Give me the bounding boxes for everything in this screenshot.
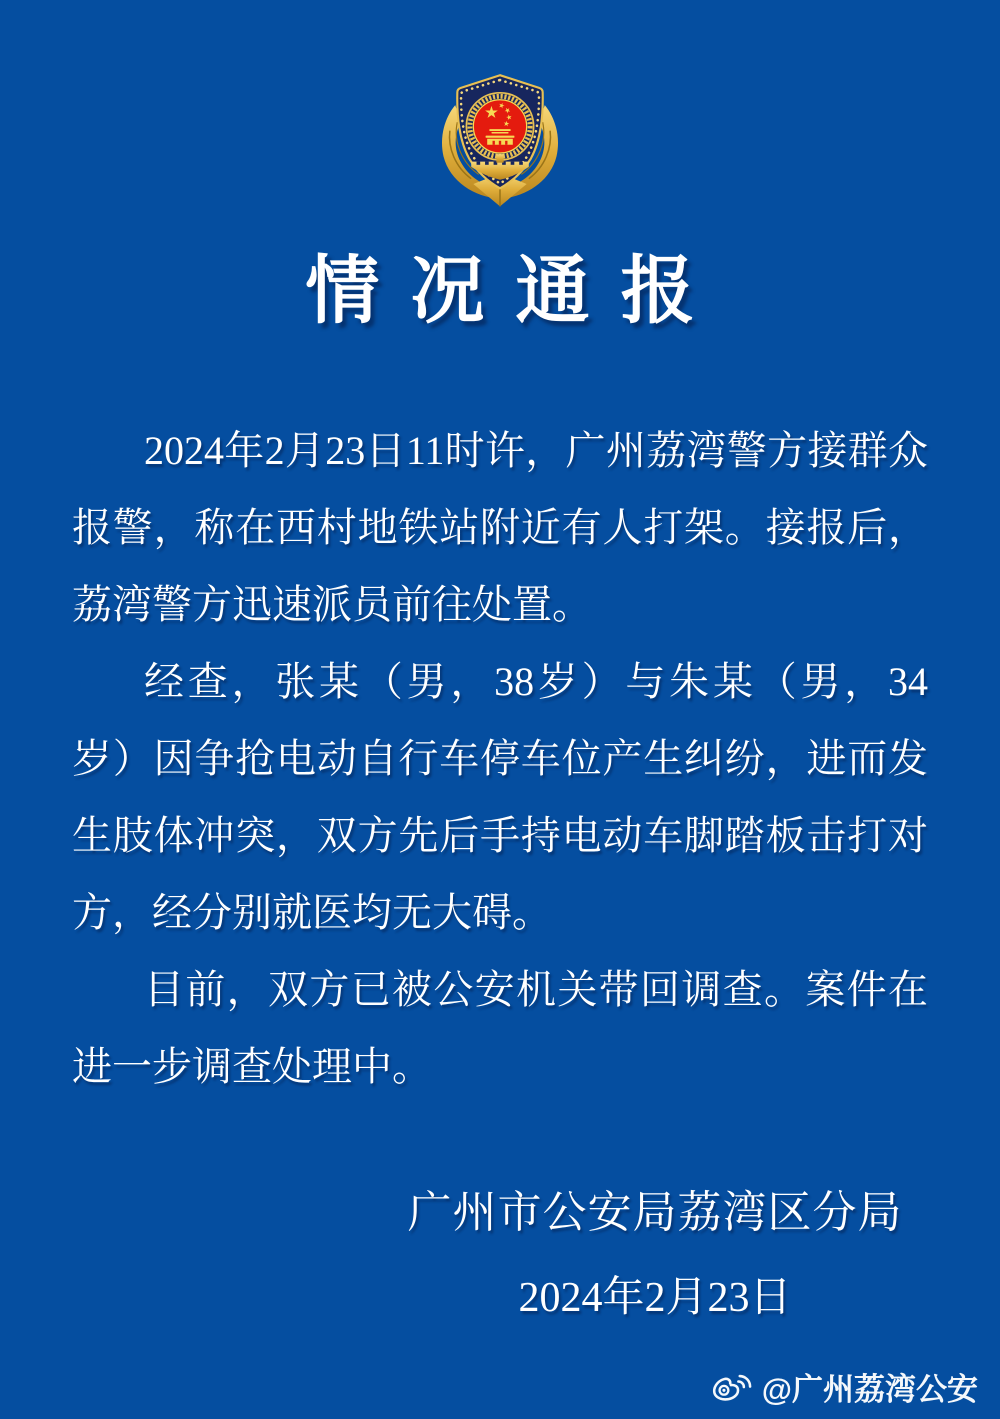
notice-line: 生肢体冲突，双方先后手持电动车脚踏板击打对 <box>72 813 928 858</box>
notice-body <box>72 412 928 1105</box>
watermark-handle: @广州荔湾公安 <box>761 1372 978 1407</box>
paragraph-2 <box>72 643 928 951</box>
paragraph-1 <box>72 412 928 643</box>
notice-line: 2024年2月23日11时许，广州荔湾警方接群众 <box>144 428 928 473</box>
notice-line: 荔湾警方迅速派员前往处置。 <box>72 582 592 627</box>
notice-line: 报警，称在西村地铁站附近有人打架。接报后， <box>72 505 928 550</box>
notice-line: 岁）因争抢电动自行车停车位产生纠纷，进而发 <box>72 736 928 781</box>
signature-block <box>330 1182 980 1326</box>
weibo-watermark <box>711 1364 978 1409</box>
notice-line: 方，经分别就医均无大碍。 <box>72 890 552 935</box>
issue-date: 2024年2月23日 <box>518 1275 792 1321</box>
police-badge-icon <box>436 64 564 208</box>
paragraph-3 <box>72 951 928 1105</box>
notice-line: 经查，张某（男，38岁）与朱某（男，34 <box>144 659 928 704</box>
notice-title: 情况通报 <box>305 251 726 333</box>
notice-line: 目前，双方已被公安机关带回调查。案件在 <box>144 967 928 1012</box>
notice-line: 进一步调查处理中。 <box>72 1044 432 1089</box>
weibo-icon <box>711 1369 753 1405</box>
issuing-agency: 广州市公安局荔湾区分局 <box>407 1188 903 1237</box>
